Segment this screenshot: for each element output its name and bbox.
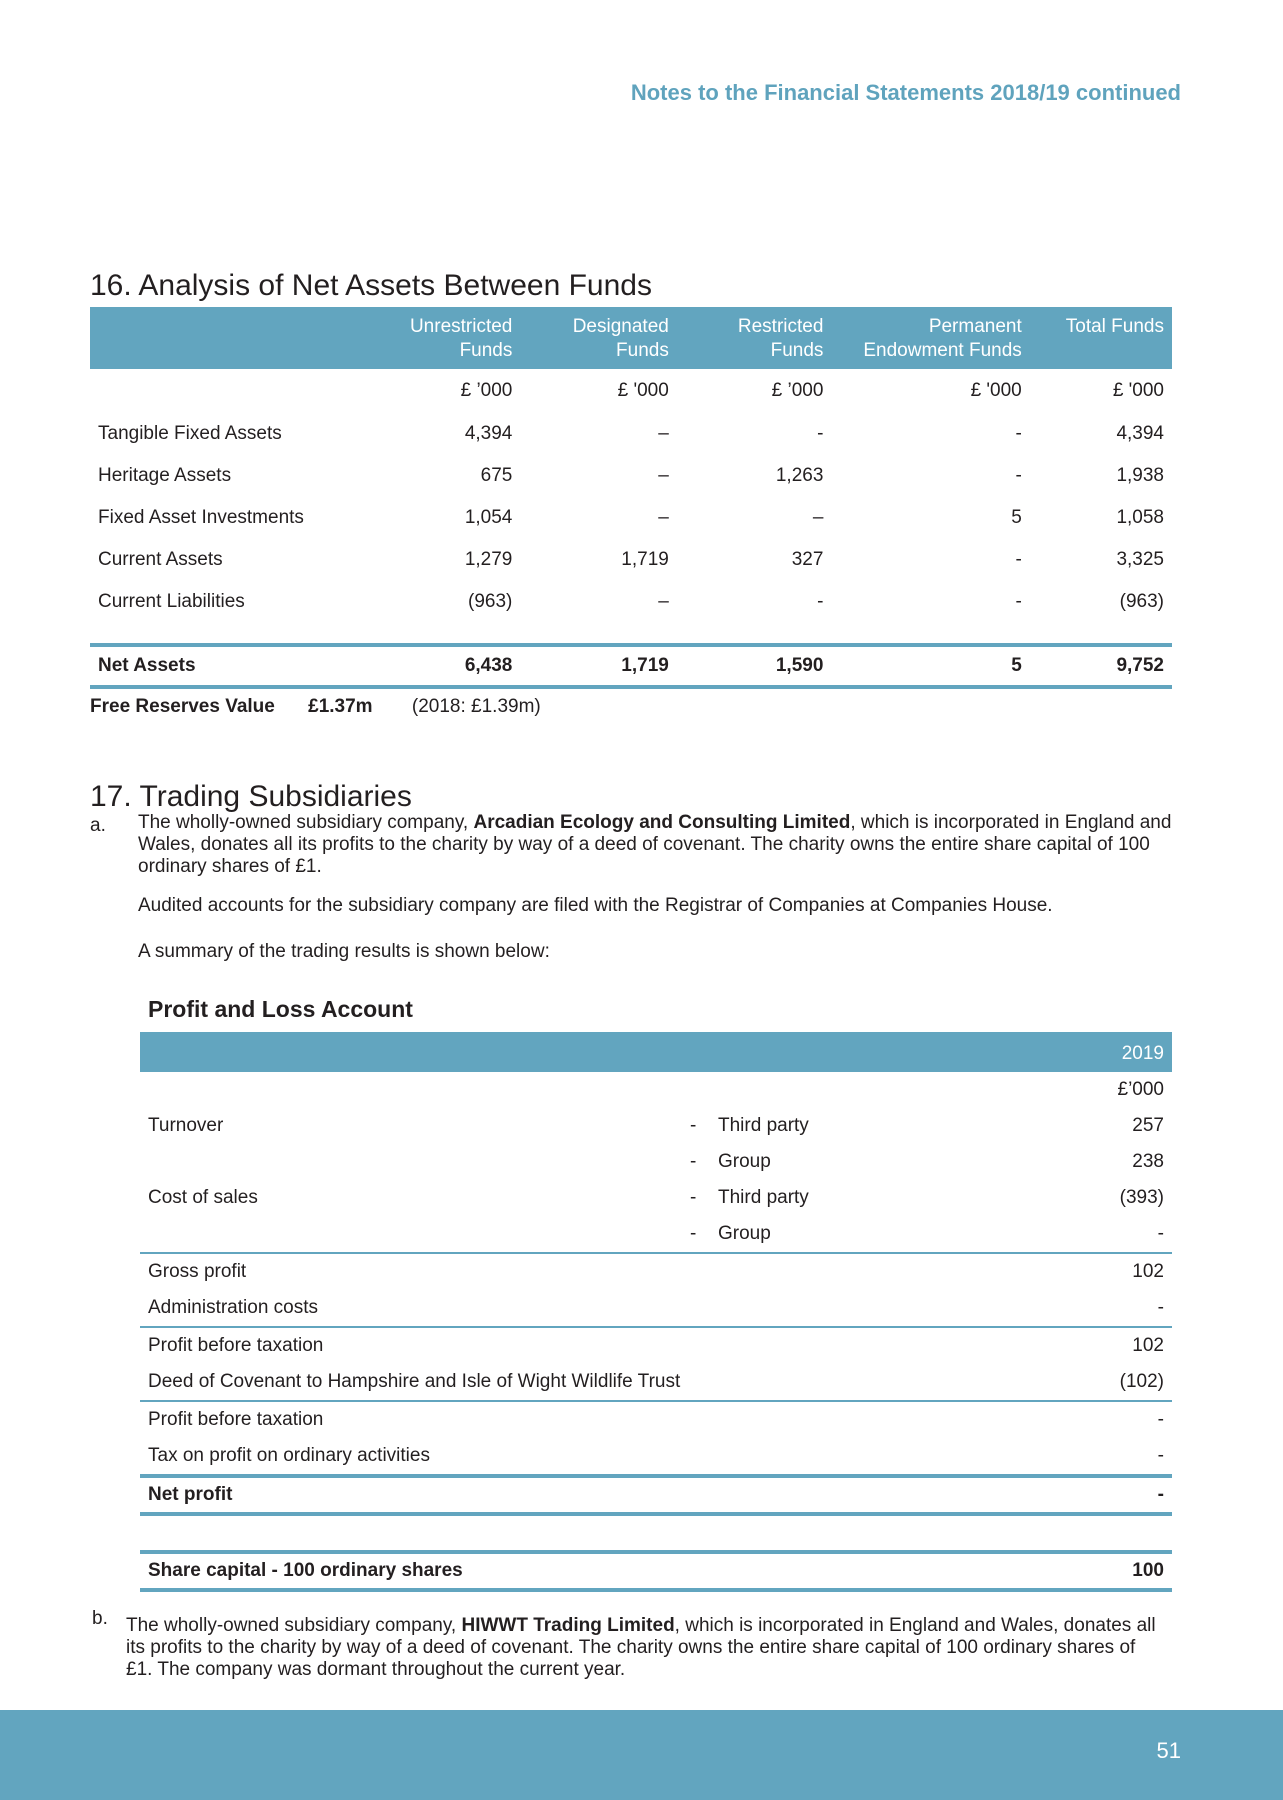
cell: 327 xyxy=(791,549,824,570)
table-row xyxy=(90,455,1172,497)
page-number: 51 xyxy=(1156,1738,1181,1763)
pl-unit: £’000 xyxy=(1117,1079,1164,1100)
units-blank xyxy=(90,369,363,413)
col-header-total xyxy=(1030,307,1172,369)
sub-label: Group xyxy=(718,1151,771,1172)
item-a-text-after: , which is incorporated in England and Wales, donates all its profits to the charity by way of a deed of covenant. The charity owns the entire share capital of 100 ordinary shares of £1. xyxy=(138,812,1172,877)
total-cell: 1,719 xyxy=(520,645,676,687)
net-assets-header-row xyxy=(90,307,1172,369)
cell: - xyxy=(1015,423,1022,444)
cell: 3,325 xyxy=(1116,549,1164,570)
table-row xyxy=(140,1108,1172,1144)
sub-label: Third party xyxy=(718,1187,809,1208)
col-header-restricted xyxy=(677,307,832,369)
item-b-company: HIWWT Trading Limited xyxy=(461,1615,675,1636)
unit-cell: £ '000 xyxy=(617,380,669,401)
row-label: Tangible Fixed Assets xyxy=(98,423,282,444)
cell: - xyxy=(817,591,824,612)
free-reserves-line xyxy=(90,696,541,718)
item-b-text-after: , which is incorporated in England and Wales, donates all its profits to the charity by way of a deed of covenant. The charity owns the entire share capital of 100 ordinary shares of £1. The company was dormant throughout the current year. xyxy=(126,1615,1156,1680)
col-header-unrestricted xyxy=(363,307,521,369)
dash: - xyxy=(690,1187,697,1208)
total-cell: 1,590 xyxy=(677,645,832,687)
item-b-marker: b. xyxy=(92,1608,108,1629)
cell: 1,279 xyxy=(464,549,513,570)
note-16-title: 16. Analysis of Net Assets Between Funds xyxy=(90,268,652,302)
cell: 102 xyxy=(1132,1261,1164,1282)
cell: (393) xyxy=(1119,1187,1164,1208)
cell: 238 xyxy=(1132,1151,1164,1172)
row-label: Gross profit xyxy=(148,1261,247,1282)
net-assets-total-row xyxy=(90,645,1172,687)
dash: - xyxy=(686,1216,710,1253)
sub-label: Third party xyxy=(718,1115,809,1136)
row-label: Current Assets xyxy=(98,549,223,570)
unit-cell: £ ’000 xyxy=(771,380,824,401)
cell: - xyxy=(1015,591,1022,612)
cell: 1,058 xyxy=(1116,507,1164,528)
cell: – xyxy=(658,591,669,612)
cell: – xyxy=(812,507,824,528)
cell: 1,054 xyxy=(464,507,513,528)
item-a-paragraph-3: A summary of the trading results is shown below: xyxy=(138,941,550,962)
table-row xyxy=(140,1180,1172,1216)
pl-unit-row xyxy=(140,1072,1172,1108)
sub-label: Group xyxy=(710,1216,1026,1253)
cell: 675 xyxy=(480,465,513,486)
item-b-paragraph xyxy=(126,1615,1166,1681)
free-reserves-label: Free Reserves Value xyxy=(90,696,275,717)
cell: 1,938 xyxy=(1116,465,1164,486)
item-b-text-before: The wholly-owned subsidiary company, xyxy=(126,1615,462,1636)
cell: - xyxy=(817,423,824,444)
total-cell: 9,752 xyxy=(1030,645,1172,687)
row-label: Deed of Covenant to Hampshire and Isle of Wight Wildlife Trust xyxy=(140,1364,1026,1401)
row-label: Profit before taxation xyxy=(148,1335,324,1356)
col-header-line: Permanent xyxy=(928,316,1022,337)
cell: (963) xyxy=(1119,591,1164,612)
cell: 257 xyxy=(1132,1115,1164,1136)
net-profit-label: Net profit xyxy=(140,1476,1026,1514)
pl-title: Profit and Loss Account xyxy=(148,996,413,1022)
col-header-designated xyxy=(520,307,676,369)
row-label: Tax on profit on ordinary activities xyxy=(148,1445,430,1466)
cell: - xyxy=(1157,1445,1164,1466)
cell: - xyxy=(1026,1216,1172,1253)
col-header-permanent-endowment xyxy=(831,307,1029,369)
row-label: Administration costs xyxy=(140,1290,1026,1327)
unit-cell: £ '000 xyxy=(970,380,1022,401)
row-label: Profit before taxation xyxy=(148,1409,324,1430)
row-label: Turnover xyxy=(148,1115,224,1136)
col-header-line: Endowment Funds xyxy=(863,340,1022,361)
cell: 4,394 xyxy=(464,423,513,444)
col-header-line: Unrestricted xyxy=(409,316,513,337)
share-capital-value: 100 xyxy=(1026,1552,1172,1590)
pl-header-row xyxy=(140,1032,1172,1072)
row-label: Cost of sales xyxy=(148,1187,258,1208)
profit-and-loss-table xyxy=(140,1032,1172,1592)
table-row xyxy=(90,581,1172,623)
footer-bar xyxy=(0,1710,1283,1800)
cell: 1,719 xyxy=(621,549,669,570)
cell: - xyxy=(1157,1409,1164,1430)
gap-row xyxy=(140,1514,1172,1552)
total-cell: 6,438 xyxy=(363,645,521,687)
cell: - xyxy=(1026,1290,1172,1327)
table-row xyxy=(140,1216,1172,1253)
row-label: Fixed Asset Investments xyxy=(98,507,304,528)
item-a-paragraph-2: Audited accounts for the subsidiary company are filed with the Registrar of Companies at Companies House. xyxy=(138,895,1053,916)
cell: - xyxy=(1015,465,1022,486)
cell: (102) xyxy=(1026,1364,1172,1401)
col-header-line: Total Funds xyxy=(1065,316,1164,337)
share-capital-row xyxy=(140,1552,1172,1590)
cell: - xyxy=(1015,549,1022,570)
spacer-cell xyxy=(90,623,1172,645)
gap-cell xyxy=(140,1514,1172,1552)
dash: - xyxy=(690,1151,697,1172)
cell: – xyxy=(658,423,669,444)
item-a-company: Arcadian Ecology and Consulting Limited xyxy=(473,812,851,833)
table-row xyxy=(90,413,1172,455)
unit-cell: £ ’000 xyxy=(460,380,513,401)
net-profit-row xyxy=(140,1476,1172,1514)
cell: 4,394 xyxy=(1116,423,1164,444)
net-profit-value: - xyxy=(1026,1476,1172,1514)
item-a-text-before: The wholly-owned subsidiary company, xyxy=(138,812,474,833)
table-row xyxy=(90,539,1172,581)
table-row xyxy=(140,1144,1172,1180)
units-row xyxy=(90,369,1172,413)
unit-cell: £ '000 xyxy=(1112,380,1164,401)
free-reserves-value: £1.37m xyxy=(308,696,373,717)
pl-year: 2019 xyxy=(140,1032,1172,1072)
spacer-row xyxy=(90,623,1172,645)
col-header-line: Restricted xyxy=(737,316,824,337)
cell: – xyxy=(658,507,669,528)
table-row xyxy=(140,1327,1172,1364)
item-a-paragraph xyxy=(138,812,1178,878)
col-header-line: Designated xyxy=(572,316,669,337)
share-capital-label: Share capital - 100 ordinary shares xyxy=(140,1552,1026,1590)
col-header-line: Funds xyxy=(770,340,824,361)
free-reserves-prior: (2018: £1.39m) xyxy=(411,696,541,717)
col-header-line: Funds xyxy=(459,340,513,361)
row-label-blank xyxy=(140,1144,686,1180)
note-17-title: 17. Trading Subsidiaries xyxy=(90,779,412,813)
header-blank xyxy=(90,307,363,369)
row-label: Heritage Assets xyxy=(98,465,232,486)
cell: – xyxy=(658,465,669,486)
table-row xyxy=(140,1290,1172,1327)
table-row xyxy=(140,1401,1172,1438)
table-row xyxy=(90,497,1172,539)
row-label-blank xyxy=(140,1216,686,1253)
table-row xyxy=(140,1438,1172,1476)
net-assets-table xyxy=(90,307,1172,689)
total-label: Net Assets xyxy=(90,645,363,687)
cell: 102 xyxy=(1132,1335,1164,1356)
dash: - xyxy=(690,1115,697,1136)
table-row xyxy=(140,1364,1172,1401)
cell: (963) xyxy=(468,591,513,612)
table-row xyxy=(140,1253,1172,1290)
row-label: Current Liabilities xyxy=(98,591,245,612)
running-header-title: Notes to the Financial Statements 2018/19 continued xyxy=(630,80,1181,105)
cell: 1,263 xyxy=(775,465,824,486)
item-a-marker: a. xyxy=(90,815,106,836)
cell: 5 xyxy=(1011,507,1022,528)
total-cell: 5 xyxy=(831,645,1029,687)
col-header-line: Funds xyxy=(616,340,669,361)
